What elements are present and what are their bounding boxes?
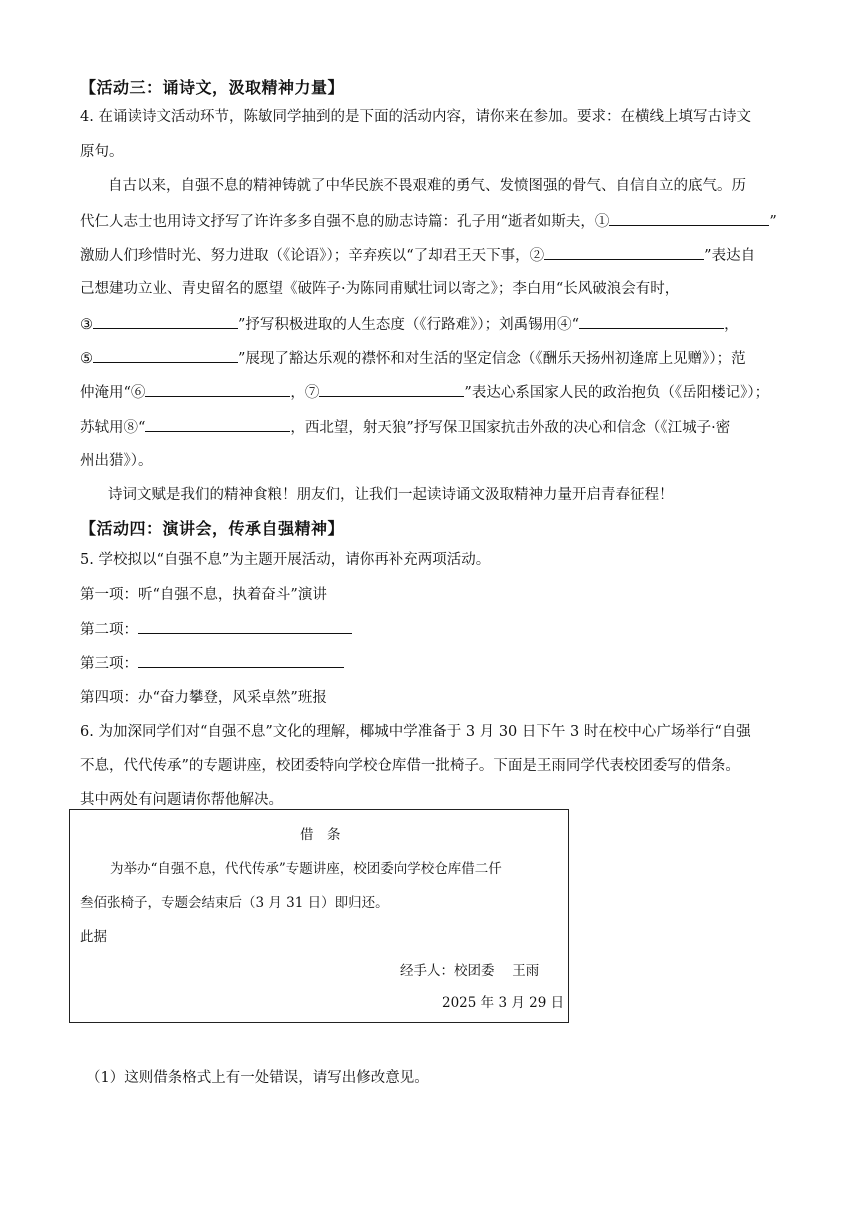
passage-line5 bbox=[80, 314, 780, 335]
passage-line7-end: ”表达心系国家人民的政治抱负（《岳阳楼记》）； bbox=[464, 385, 770, 401]
blank-5[interactable] bbox=[93, 348, 238, 363]
blank-2[interactable] bbox=[544, 245, 704, 260]
blank-8[interactable] bbox=[145, 417, 290, 432]
iou-date: 2025 年 3 月 29 日 bbox=[442, 995, 565, 1011]
passage-line6-num: ⑤ bbox=[80, 351, 93, 367]
blank-1[interactable] bbox=[609, 211, 769, 226]
passage-line2-end: ” bbox=[769, 214, 777, 230]
q4-line2: 原句。 bbox=[80, 144, 124, 160]
q6-line1: 6. 为加深同学们对“自强不息”文化的理解，椰城中学准备于 3 月 30 日下午 3 时在校中心广场举行“自强 bbox=[80, 724, 751, 740]
q4-line1: 4. 在诵读诗文活动环节，陈敏同学抽到的是下面的活动内容，请你来在参加。要求：在横线上填写古诗文 bbox=[80, 109, 751, 125]
passage-closing: 诗词文赋是我们的精神食粮！朋友们，让我们一起读诗诵文汲取精神力量开启青春征程！ bbox=[108, 487, 674, 503]
passage-line8 bbox=[80, 417, 780, 438]
blank-4[interactable] bbox=[579, 314, 724, 329]
passage-line2 bbox=[80, 211, 780, 232]
passage-line3-end: ”表达自 bbox=[704, 248, 756, 264]
q5-item3 bbox=[80, 653, 780, 674]
passage-line7-mid: ，⑦ bbox=[290, 385, 320, 401]
iou-body-line2: 叁佰张椅子，专题会结束后（3 月 31 日）即归还。 bbox=[80, 895, 389, 911]
passage-line8-end: ，西北望，射天狼”抒写保卫国家抗击外敌的决心和信念（《江城子·密 bbox=[290, 420, 731, 436]
passage-line7 bbox=[80, 382, 780, 403]
passage-line6-text: ”展现了豁达乐观的襟怀和对生活的坚定信念（《酬乐天扬州初逢席上见赠》）；范 bbox=[238, 351, 746, 367]
iou-note-box bbox=[69, 809, 569, 1023]
blank-7[interactable] bbox=[319, 382, 464, 397]
activity3-heading: 【活动三：诵诗文，汲取精神力量】 bbox=[80, 78, 345, 97]
passage-line3 bbox=[80, 245, 780, 266]
passage-line8-text: 苏轼用⑧“ bbox=[80, 420, 146, 436]
passage-line5-num: ③ bbox=[80, 317, 93, 333]
q5-item3-label: 第三项： bbox=[80, 656, 138, 672]
passage-line1: 自古以来，自强不息的精神铸就了中华民族不畏艰难的勇气、发愤图强的骨气、自信自立的底气。历 bbox=[108, 178, 746, 194]
q5-item2 bbox=[80, 619, 780, 640]
passage-line7-text: 仲淹用“⑥ bbox=[80, 385, 146, 401]
passage-line9: 州出猎》）。 bbox=[80, 453, 153, 469]
q6-line2: 不息，代代传承”的专题讲座，校团委特向学校仓库借一批椅子。下面是王雨同学代表校团委写的借条。 bbox=[80, 758, 740, 774]
blank-item3[interactable] bbox=[138, 653, 344, 668]
q5-item4: 第四项：办“奋力攀登，风采卓然”班报 bbox=[80, 690, 327, 706]
passage-line2-text: 代仁人志士也用诗文抒写了许许多多自强不息的励志诗篇：孔子用“逝者如斯夫，① bbox=[80, 214, 610, 230]
passage-line3-text: 激励人们珍惜时光、努力进取（《论语》）；辛弃疾以“了却君王天下事，② bbox=[80, 248, 545, 264]
activity4-heading: 【活动四：演讲会，传承自强精神】 bbox=[80, 519, 345, 538]
sub-question-1: （1）这则借条格式上有一处错误，请写出修改意见。 bbox=[86, 1070, 429, 1086]
iou-body-line1: 为举办“自强不息，代代传承”专题讲座，校团委向学校仓库借二仟 bbox=[110, 861, 502, 877]
blank-3[interactable] bbox=[93, 314, 238, 329]
passage-line5-text: ”抒写积极进取的人生态度（《行路难》）；刘禹锡用④“ bbox=[238, 317, 580, 333]
iou-title: 借 条 bbox=[300, 827, 341, 843]
q5-item1: 第一项：听“自强不息，执着奋斗”演讲 bbox=[80, 587, 327, 603]
q5-item2-label: 第二项： bbox=[80, 622, 138, 638]
q6-line3: 其中两处有问题请你帮他解决。 bbox=[80, 792, 283, 808]
passage-line6 bbox=[80, 348, 780, 369]
passage-line5-end: ， bbox=[724, 317, 739, 333]
q5-text: 5. 学校拟以“自强不息”为主题开展活动，请你再补充两项活动。 bbox=[80, 552, 491, 568]
iou-signer: 经手人：校团委 王雨 bbox=[400, 963, 540, 979]
passage-line4: 己想建功立业、青史留名的愿望《破阵子·为陈同甫赋壮词以寄之》；李白用“长风破浪会有时， bbox=[80, 281, 680, 297]
blank-item2[interactable] bbox=[138, 619, 352, 634]
iou-closing: 此据 bbox=[80, 929, 107, 945]
blank-6[interactable] bbox=[145, 382, 290, 397]
